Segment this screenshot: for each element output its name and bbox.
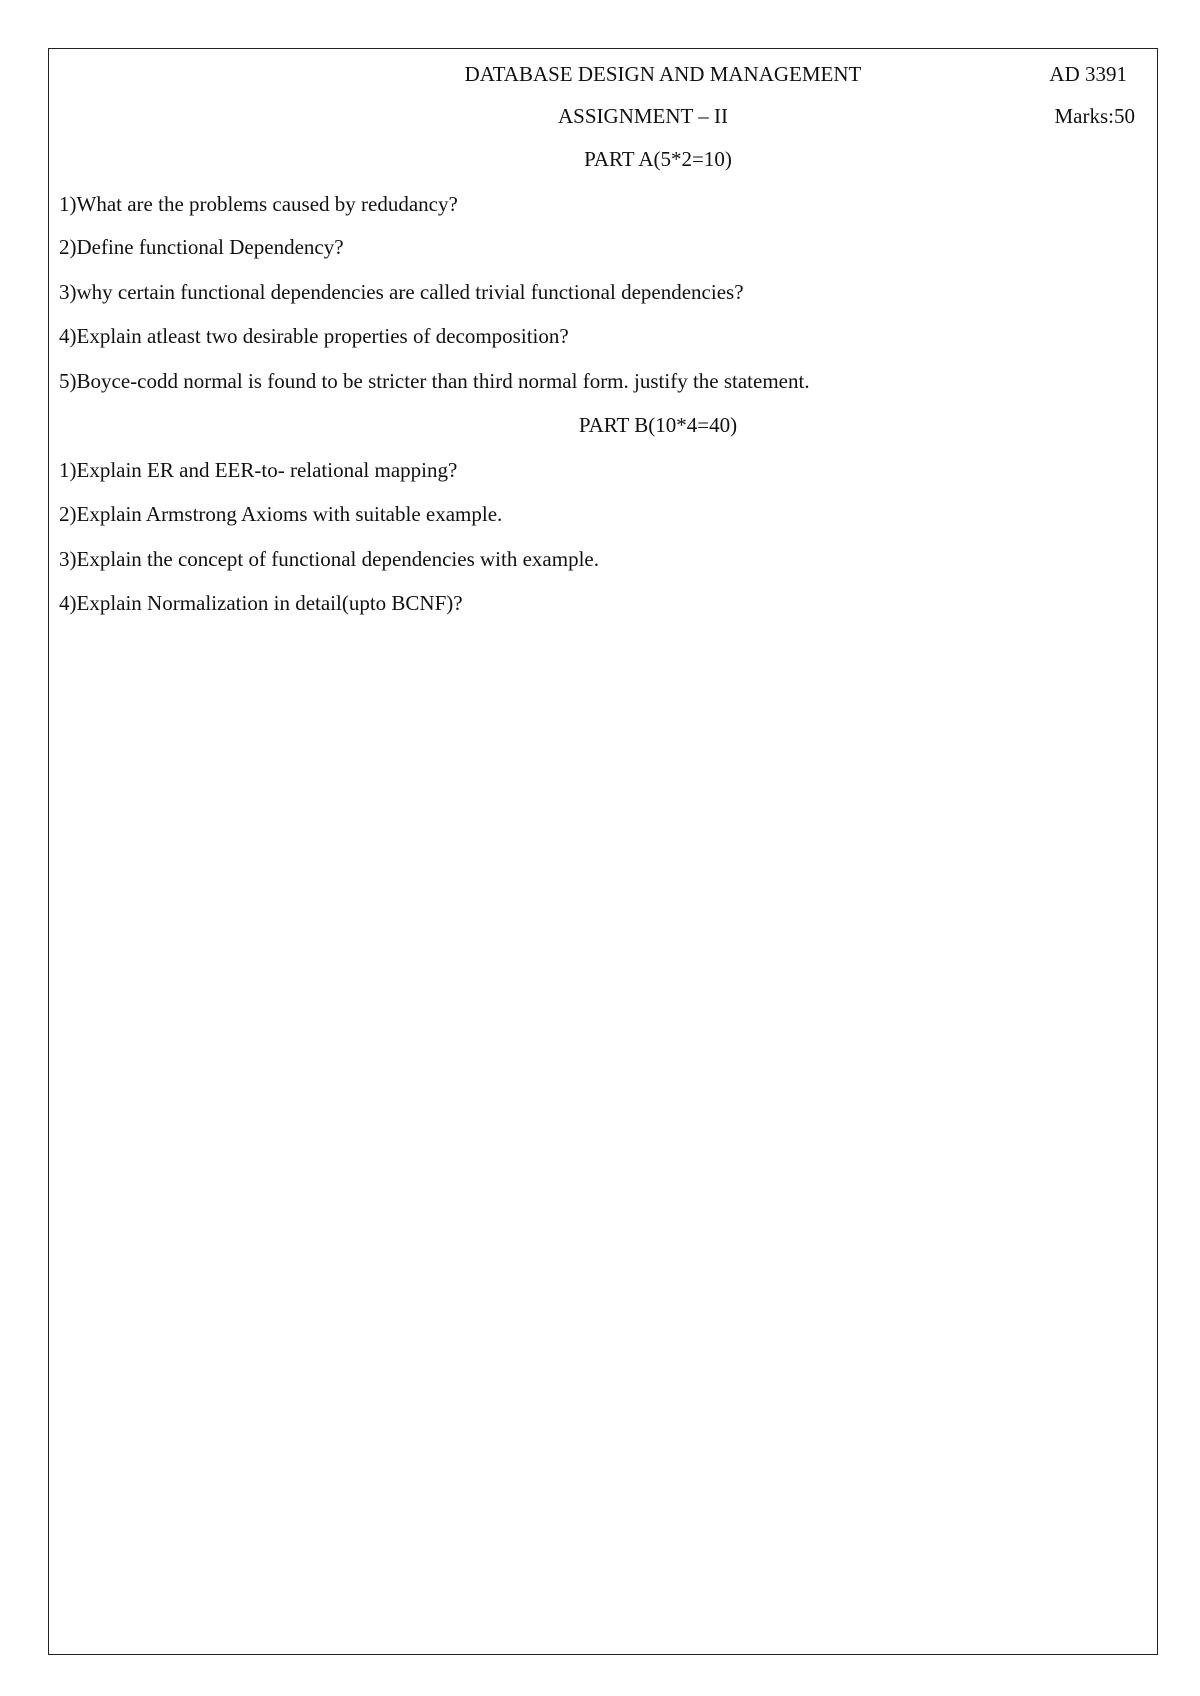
part-a-heading: PART A(5*2=10) xyxy=(584,147,732,171)
list-item: 3)why certain functional dependencies are called trivial functional dependencies? xyxy=(59,280,744,304)
list-item: 1)Explain ER and EER-to- relational mapping? xyxy=(59,458,458,482)
list-item: 5)Boyce-codd normal is found to be stricter than third normal form. justify the statement. xyxy=(59,369,810,393)
list-item: 2)Define functional Dependency? xyxy=(59,235,344,259)
assignment-title: ASSIGNMENT – II xyxy=(558,104,728,128)
list-item: 1)What are the problems caused by redudancy? xyxy=(59,192,458,216)
part-b-heading-row xyxy=(49,411,1157,439)
title-row xyxy=(49,60,1157,88)
part-a-heading-row xyxy=(49,145,1157,173)
part-b-heading: PART B(10*4=40) xyxy=(578,413,738,437)
course-code: AD 3391 xyxy=(1049,62,1127,86)
list-item: 2)Explain Armstrong Axioms with suitable example. xyxy=(59,502,503,526)
document-frame xyxy=(48,48,1158,1655)
assignment-row xyxy=(49,102,1157,130)
list-item: 4)Explain atleast two desirable properties of decomposition? xyxy=(59,324,569,348)
marks-label: Marks:50 xyxy=(1054,104,1135,128)
course-title: DATABASE DESIGN AND MANAGEMENT xyxy=(464,62,862,86)
list-item: 3)Explain the concept of functional dependencies with example. xyxy=(59,547,599,571)
list-item: 4)Explain Normalization in detail(upto BCNF)? xyxy=(59,591,463,615)
